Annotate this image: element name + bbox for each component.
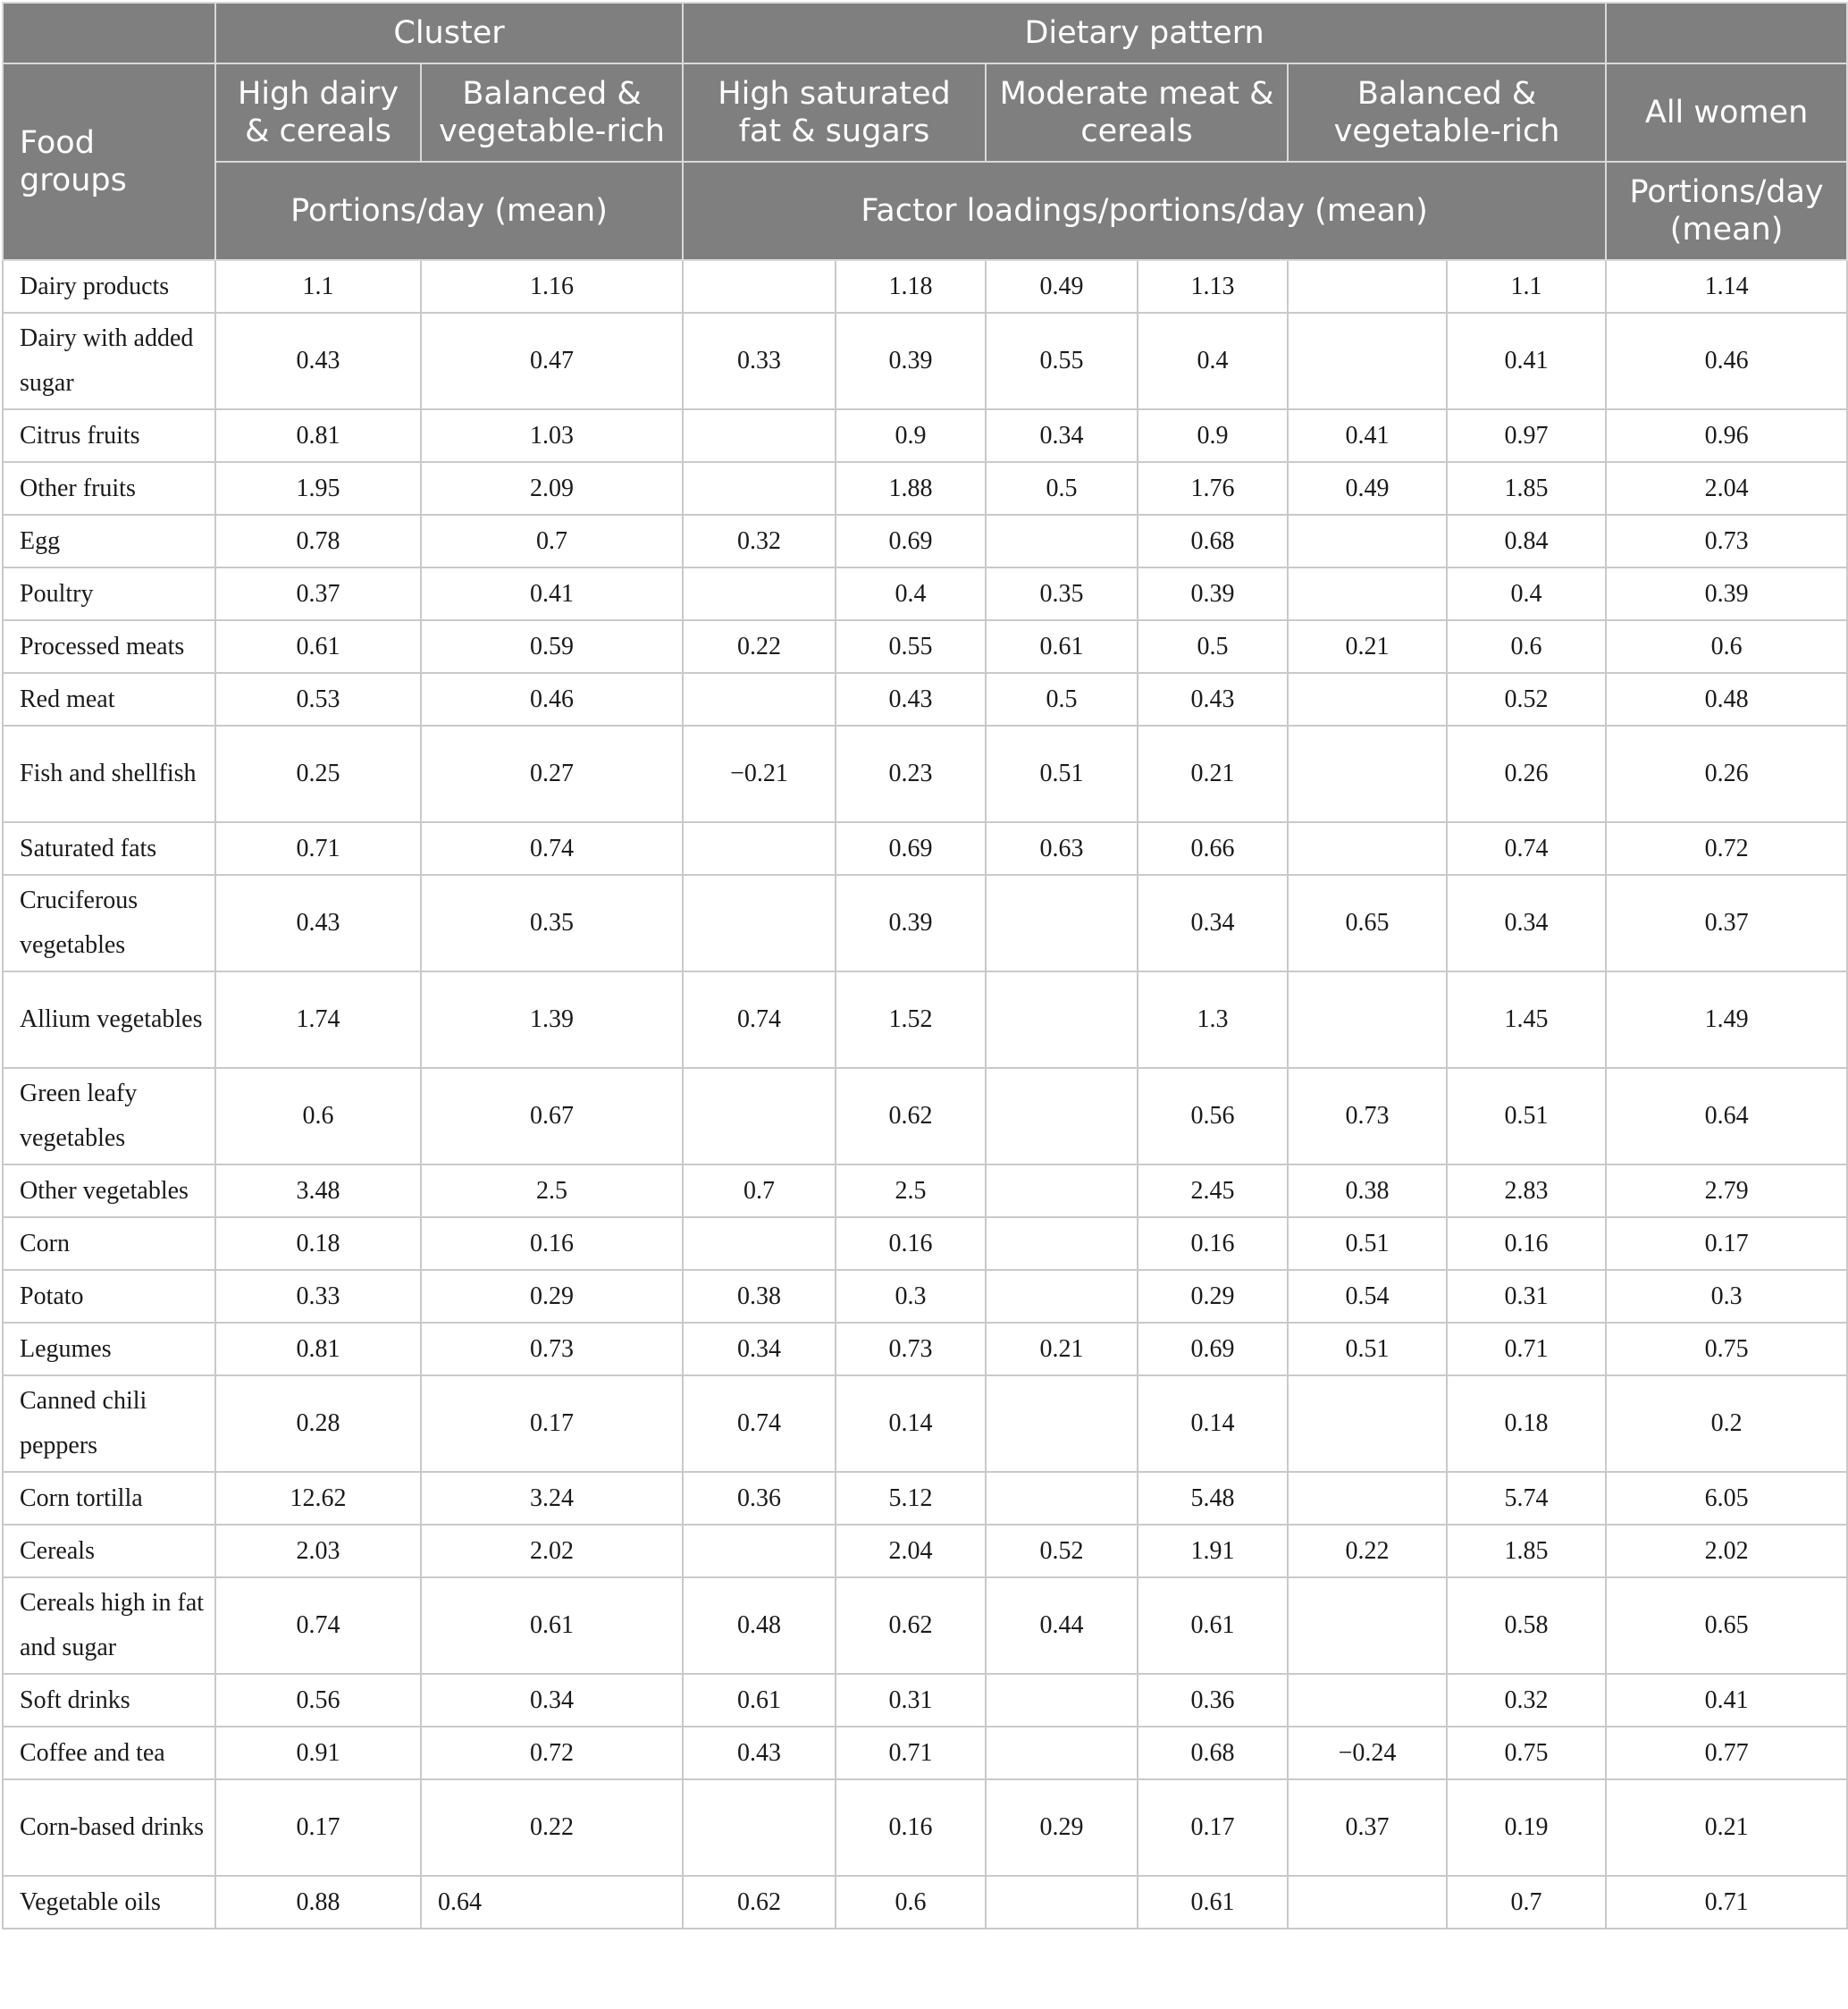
value-cell-high-dairy: 0.53 — [215, 673, 421, 726]
value-cell-balanced-cluster: 0.59 — [421, 620, 683, 673]
value-cell-balanced-cluster: 0.17 — [421, 1375, 683, 1472]
value-cell-high-sat-a — [683, 567, 836, 620]
header-blank-top — [3, 3, 215, 63]
value-cell-moderate-meat-b: 0.68 — [1138, 1727, 1288, 1779]
value-cell-moderate-meat-b: 0.43 — [1138, 673, 1288, 726]
table-row — [3, 875, 1847, 971]
header-high-saturated: High saturated fat & sugars — [683, 63, 986, 162]
value-cell-balanced-pattern-b: 1.1 — [1447, 260, 1606, 313]
value-cell-balanced-cluster: 0.22 — [421, 1779, 683, 1876]
value-cell-high-dairy: 0.56 — [215, 1674, 421, 1727]
value-cell-balanced-pattern-a — [1288, 567, 1447, 620]
value-cell-moderate-meat-a — [986, 515, 1138, 567]
value-cell-balanced-pattern-b: 0.6 — [1447, 620, 1606, 673]
value-cell-balanced-cluster: 2.09 — [421, 462, 683, 515]
value-cell-high-sat-a: 0.62 — [683, 1876, 836, 1929]
value-cell-high-sat-a: 0.38 — [683, 1270, 836, 1323]
value-cell-high-dairy: 0.17 — [215, 1779, 421, 1876]
value-cell-moderate-meat-b: 0.5 — [1138, 620, 1288, 673]
table-row — [3, 1674, 1847, 1727]
table-row — [3, 620, 1847, 673]
food-group-cell: Red meat — [3, 673, 215, 726]
food-group-cell: Other vegetables — [3, 1164, 215, 1217]
value-cell-high-dairy: 3.48 — [215, 1164, 421, 1217]
value-cell-moderate-meat-b: 0.9 — [1138, 409, 1288, 462]
table-row — [3, 1068, 1847, 1164]
value-cell-moderate-meat-b: 0.56 — [1138, 1068, 1288, 1164]
value-cell-all-women: 1.49 — [1606, 971, 1847, 1068]
value-cell-balanced-pattern-a — [1288, 1876, 1447, 1929]
value-cell-balanced-pattern-b: 0.97 — [1447, 409, 1606, 462]
table-row — [3, 1525, 1847, 1577]
food-group-cell: Green leafy vegetables — [3, 1068, 215, 1164]
header-high-dairy: High dairy & cereals — [215, 63, 421, 162]
value-cell-all-women: 0.65 — [1606, 1577, 1847, 1674]
value-cell-moderate-meat-b: 0.29 — [1138, 1270, 1288, 1323]
value-cell-moderate-meat-a: 0.52 — [986, 1525, 1138, 1577]
food-group-cell: Legumes — [3, 1323, 215, 1375]
value-cell-high-sat-b: 0.43 — [836, 673, 986, 726]
value-cell-balanced-pattern-a: 0.51 — [1288, 1323, 1447, 1375]
value-cell-all-women: 0.96 — [1606, 409, 1847, 462]
value-cell-high-dairy: 0.6 — [215, 1068, 421, 1164]
value-cell-high-dairy: 0.18 — [215, 1217, 421, 1270]
value-cell-high-sat-b: 0.23 — [836, 726, 986, 822]
table-body — [3, 260, 1847, 1929]
header-cluster-units: Portions/day (mean) — [215, 162, 683, 260]
value-cell-balanced-cluster: 0.73 — [421, 1323, 683, 1375]
table-row — [3, 567, 1847, 620]
value-cell-high-sat-b: 2.04 — [836, 1525, 986, 1577]
value-cell-balanced-cluster: 0.47 — [421, 313, 683, 409]
value-cell-balanced-cluster: 1.39 — [421, 971, 683, 1068]
value-cell-high-dairy: 0.78 — [215, 515, 421, 567]
value-cell-high-dairy: 0.37 — [215, 567, 421, 620]
value-cell-all-women: 0.3 — [1606, 1270, 1847, 1323]
value-cell-high-dairy: 0.71 — [215, 822, 421, 875]
value-cell-high-sat-b: 1.52 — [836, 971, 986, 1068]
food-group-cell: Soft drinks — [3, 1674, 215, 1727]
table-row — [3, 1217, 1847, 1270]
value-cell-balanced-cluster: 0.46 — [421, 673, 683, 726]
value-cell-balanced-pattern-b: 0.18 — [1447, 1375, 1606, 1472]
food-group-cell: Allium vegetables — [3, 971, 215, 1068]
value-cell-high-sat-a — [683, 1525, 836, 1577]
value-cell-high-sat-b: 0.16 — [836, 1779, 986, 1876]
value-cell-high-sat-a — [683, 673, 836, 726]
table-row — [3, 1472, 1847, 1525]
value-cell-balanced-pattern-a: 0.22 — [1288, 1525, 1447, 1577]
value-cell-balanced-pattern-b: 0.84 — [1447, 515, 1606, 567]
value-cell-high-dairy: 1.74 — [215, 971, 421, 1068]
table-row — [3, 971, 1847, 1068]
value-cell-all-women: 0.41 — [1606, 1674, 1847, 1727]
value-cell-balanced-pattern-a — [1288, 260, 1447, 313]
food-group-cell: Cereals — [3, 1525, 215, 1577]
value-cell-high-sat-b: 1.18 — [836, 260, 986, 313]
value-cell-moderate-meat-a — [986, 1375, 1138, 1472]
value-cell-moderate-meat-b: 0.34 — [1138, 875, 1288, 971]
value-cell-high-sat-a: 0.32 — [683, 515, 836, 567]
food-group-cell: Potato — [3, 1270, 215, 1323]
value-cell-moderate-meat-a: 0.61 — [986, 620, 1138, 673]
value-cell-balanced-pattern-b: 0.26 — [1447, 726, 1606, 822]
value-cell-moderate-meat-a — [986, 875, 1138, 971]
value-cell-moderate-meat-b: 2.45 — [1138, 1164, 1288, 1217]
value-cell-balanced-pattern-b: 0.52 — [1447, 673, 1606, 726]
value-cell-high-sat-a — [683, 875, 836, 971]
value-cell-balanced-pattern-b: 0.7 — [1447, 1876, 1606, 1929]
value-cell-high-sat-b: 0.55 — [836, 620, 986, 673]
value-cell-high-sat-a — [683, 260, 836, 313]
value-cell-balanced-cluster: 2.5 — [421, 1164, 683, 1217]
value-cell-balanced-pattern-b: 5.74 — [1447, 1472, 1606, 1525]
value-cell-balanced-pattern-b: 0.71 — [1447, 1323, 1606, 1375]
value-cell-balanced-pattern-b: 0.51 — [1447, 1068, 1606, 1164]
table-row — [3, 409, 1847, 462]
value-cell-high-sat-a: 0.43 — [683, 1727, 836, 1779]
value-cell-all-women: 0.39 — [1606, 567, 1847, 620]
value-cell-balanced-pattern-b: 2.83 — [1447, 1164, 1606, 1217]
value-cell-moderate-meat-b: 5.48 — [1138, 1472, 1288, 1525]
food-group-cell: Fish and shellfish — [3, 726, 215, 822]
value-cell-high-sat-b: 0.16 — [836, 1217, 986, 1270]
value-cell-all-women: 2.79 — [1606, 1164, 1847, 1217]
value-cell-all-women: 6.05 — [1606, 1472, 1847, 1525]
value-cell-balanced-pattern-a: −0.24 — [1288, 1727, 1447, 1779]
food-group-cell: Canned chili peppers — [3, 1375, 215, 1472]
table-row — [3, 260, 1847, 313]
value-cell-moderate-meat-b: 0.61 — [1138, 1577, 1288, 1674]
value-cell-high-sat-a: 0.48 — [683, 1577, 836, 1674]
value-cell-balanced-pattern-a — [1288, 971, 1447, 1068]
table-row — [3, 1270, 1847, 1323]
value-cell-moderate-meat-a — [986, 1876, 1138, 1929]
value-cell-balanced-cluster: 0.41 — [421, 567, 683, 620]
food-group-cell: Vegetable oils — [3, 1876, 215, 1929]
value-cell-moderate-meat-b: 1.91 — [1138, 1525, 1288, 1577]
food-group-cell: Corn — [3, 1217, 215, 1270]
value-cell-high-dairy: 0.33 — [215, 1270, 421, 1323]
value-cell-moderate-meat-a: 0.49 — [986, 260, 1138, 313]
table-header — [3, 3, 1847, 260]
value-cell-high-sat-b: 5.12 — [836, 1472, 986, 1525]
table-row — [3, 673, 1847, 726]
value-cell-moderate-meat-a: 0.35 — [986, 567, 1138, 620]
food-group-cell: Corn tortilla — [3, 1472, 215, 1525]
value-cell-high-sat-b: 0.3 — [836, 1270, 986, 1323]
value-cell-moderate-meat-b: 0.17 — [1138, 1779, 1288, 1876]
value-cell-high-sat-b: 0.71 — [836, 1727, 986, 1779]
value-cell-moderate-meat-b: 0.39 — [1138, 567, 1288, 620]
value-cell-balanced-pattern-a: 0.49 — [1288, 462, 1447, 515]
value-cell-high-sat-b: 0.62 — [836, 1068, 986, 1164]
value-cell-all-women: 0.21 — [1606, 1779, 1847, 1876]
value-cell-high-sat-b: 0.39 — [836, 313, 986, 409]
value-cell-balanced-pattern-a — [1288, 673, 1447, 726]
value-cell-high-sat-a: 0.61 — [683, 1674, 836, 1727]
value-cell-high-dairy: 0.74 — [215, 1577, 421, 1674]
value-cell-balanced-cluster: 0.7 — [421, 515, 683, 567]
value-cell-balanced-pattern-a — [1288, 1472, 1447, 1525]
value-cell-balanced-pattern-b: 0.32 — [1447, 1674, 1606, 1727]
value-cell-balanced-pattern-a — [1288, 726, 1447, 822]
value-cell-balanced-cluster: 0.64 — [421, 1876, 683, 1929]
value-cell-high-dairy: 0.91 — [215, 1727, 421, 1779]
value-cell-balanced-pattern-a — [1288, 1375, 1447, 1472]
value-cell-moderate-meat-a: 0.55 — [986, 313, 1138, 409]
value-cell-high-sat-a: 0.74 — [683, 971, 836, 1068]
value-cell-moderate-meat-a — [986, 1674, 1138, 1727]
value-cell-moderate-meat-b: 0.16 — [1138, 1217, 1288, 1270]
value-cell-high-dairy: 0.61 — [215, 620, 421, 673]
header-all-units: Portions/day (mean) — [1606, 162, 1847, 260]
value-cell-balanced-pattern-b: 0.34 — [1447, 875, 1606, 971]
value-cell-high-sat-b: 0.73 — [836, 1323, 986, 1375]
value-cell-balanced-pattern-b: 0.75 — [1447, 1727, 1606, 1779]
header-balanced-cluster: Balanced & vegetable-rich — [421, 63, 683, 162]
food-group-cell: Cruciferous vegetables — [3, 875, 215, 971]
value-cell-balanced-pattern-a — [1288, 1674, 1447, 1727]
table-row — [3, 462, 1847, 515]
value-cell-high-sat-a — [683, 1217, 836, 1270]
value-cell-high-sat-b: 2.5 — [836, 1164, 986, 1217]
value-cell-balanced-cluster: 2.02 — [421, 1525, 683, 1577]
value-cell-high-sat-a: 0.34 — [683, 1323, 836, 1375]
value-cell-high-dairy: 0.81 — [215, 409, 421, 462]
table-row — [3, 1323, 1847, 1375]
value-cell-balanced-pattern-b: 1.45 — [1447, 971, 1606, 1068]
value-cell-all-women: 1.14 — [1606, 260, 1847, 313]
value-cell-balanced-cluster: 0.16 — [421, 1217, 683, 1270]
value-cell-high-dairy: 1.95 — [215, 462, 421, 515]
value-cell-moderate-meat-a — [986, 1217, 1138, 1270]
value-cell-moderate-meat-a — [986, 1164, 1138, 1217]
value-cell-balanced-cluster: 0.72 — [421, 1727, 683, 1779]
value-cell-high-sat-b: 0.69 — [836, 822, 986, 875]
value-cell-balanced-pattern-a: 0.41 — [1288, 409, 1447, 462]
header-blank-right — [1606, 3, 1847, 63]
food-group-cell: Saturated fats — [3, 822, 215, 875]
value-cell-balanced-pattern-a: 0.54 — [1288, 1270, 1447, 1323]
value-cell-all-women: 0.17 — [1606, 1217, 1847, 1270]
value-cell-balanced-cluster: 0.35 — [421, 875, 683, 971]
value-cell-balanced-cluster: 3.24 — [421, 1472, 683, 1525]
value-cell-all-women: 0.37 — [1606, 875, 1847, 971]
food-group-cell: Dairy products — [3, 260, 215, 313]
value-cell-moderate-meat-a: 0.51 — [986, 726, 1138, 822]
value-cell-all-women: 0.73 — [1606, 515, 1847, 567]
value-cell-all-women: 2.02 — [1606, 1525, 1847, 1577]
value-cell-all-women: 0.77 — [1606, 1727, 1847, 1779]
value-cell-high-dairy: 0.81 — [215, 1323, 421, 1375]
table-row — [3, 515, 1847, 567]
food-group-cell: Poultry — [3, 567, 215, 620]
value-cell-balanced-pattern-a: 0.51 — [1288, 1217, 1447, 1270]
value-cell-high-sat-b: 0.6 — [836, 1876, 986, 1929]
table-row — [3, 1727, 1847, 1779]
value-cell-balanced-cluster: 1.16 — [421, 260, 683, 313]
food-group-cell: Other fruits — [3, 462, 215, 515]
value-cell-balanced-pattern-a: 0.38 — [1288, 1164, 1447, 1217]
value-cell-balanced-cluster: 0.27 — [421, 726, 683, 822]
value-cell-high-dairy: 2.03 — [215, 1525, 421, 1577]
table-row — [3, 1876, 1847, 1929]
value-cell-moderate-meat-a: 0.34 — [986, 409, 1138, 462]
value-cell-high-sat-b: 0.4 — [836, 567, 986, 620]
food-group-cell: Coffee and tea — [3, 1727, 215, 1779]
food-groups-table — [2, 2, 1848, 1929]
table-row — [3, 1375, 1847, 1472]
value-cell-balanced-pattern-a: 0.65 — [1288, 875, 1447, 971]
value-cell-moderate-meat-a: 0.29 — [986, 1779, 1138, 1876]
value-cell-high-dairy: 12.62 — [215, 1472, 421, 1525]
value-cell-moderate-meat-b: 0.68 — [1138, 515, 1288, 567]
value-cell-all-women: 0.6 — [1606, 620, 1847, 673]
table-row — [3, 822, 1847, 875]
header-cluster: Cluster — [215, 3, 683, 63]
value-cell-moderate-meat-a — [986, 1727, 1138, 1779]
food-group-cell: Corn-based drinks — [3, 1779, 215, 1876]
value-cell-moderate-meat-b: 0.4 — [1138, 313, 1288, 409]
value-cell-moderate-meat-b: 1.13 — [1138, 260, 1288, 313]
value-cell-moderate-meat-b: 0.36 — [1138, 1674, 1288, 1727]
value-cell-balanced-pattern-b: 0.74 — [1447, 822, 1606, 875]
header-balanced-pattern: Balanced & vegetable-rich — [1288, 63, 1606, 162]
value-cell-high-sat-a: 0.7 — [683, 1164, 836, 1217]
value-cell-high-sat-b: 0.31 — [836, 1674, 986, 1727]
value-cell-all-women: 0.72 — [1606, 822, 1847, 875]
value-cell-high-sat-b: 0.62 — [836, 1577, 986, 1674]
value-cell-all-women: 0.46 — [1606, 313, 1847, 409]
food-group-cell: Processed meats — [3, 620, 215, 673]
value-cell-all-women: 0.48 — [1606, 673, 1847, 726]
value-cell-balanced-pattern-a — [1288, 515, 1447, 567]
header-all-women: All women — [1606, 63, 1847, 162]
value-cell-moderate-meat-b: 0.69 — [1138, 1323, 1288, 1375]
value-cell-balanced-cluster: 0.67 — [421, 1068, 683, 1164]
value-cell-all-women: 0.64 — [1606, 1068, 1847, 1164]
value-cell-moderate-meat-a: 0.5 — [986, 462, 1138, 515]
food-group-cell: Cereals high in fat and sugar — [3, 1577, 215, 1674]
value-cell-moderate-meat-a: 0.63 — [986, 822, 1138, 875]
table-row — [3, 313, 1847, 409]
value-cell-high-dairy: 0.43 — [215, 313, 421, 409]
table-row — [3, 1779, 1847, 1876]
value-cell-moderate-meat-a — [986, 1472, 1138, 1525]
value-cell-high-sat-a: 0.36 — [683, 1472, 836, 1525]
table-row — [3, 1577, 1847, 1674]
header-pattern-units: Factor loadings/portions/day (mean) — [683, 162, 1606, 260]
value-cell-high-sat-b: 0.9 — [836, 409, 986, 462]
value-cell-moderate-meat-a: 0.44 — [986, 1577, 1138, 1674]
value-cell-high-sat-b: 0.39 — [836, 875, 986, 971]
value-cell-all-women: 2.04 — [1606, 462, 1847, 515]
value-cell-balanced-cluster: 0.74 — [421, 822, 683, 875]
value-cell-balanced-pattern-a — [1288, 313, 1447, 409]
value-cell-balanced-cluster: 1.03 — [421, 409, 683, 462]
header-moderate-meat: Moderate meat & cereals — [986, 63, 1288, 162]
value-cell-high-sat-a: 0.74 — [683, 1375, 836, 1472]
value-cell-balanced-pattern-b: 0.19 — [1447, 1779, 1606, 1876]
value-cell-balanced-pattern-a — [1288, 822, 1447, 875]
value-cell-all-women: 0.26 — [1606, 726, 1847, 822]
value-cell-high-sat-a: 0.33 — [683, 313, 836, 409]
value-cell-moderate-meat-b: 0.14 — [1138, 1375, 1288, 1472]
value-cell-balanced-pattern-b: 0.31 — [1447, 1270, 1606, 1323]
food-group-cell: Dairy with added sugar — [3, 313, 215, 409]
value-cell-balanced-pattern-a — [1288, 1577, 1447, 1674]
value-cell-balanced-pattern-a: 0.21 — [1288, 620, 1447, 673]
value-cell-all-women: 0.2 — [1606, 1375, 1847, 1472]
value-cell-moderate-meat-a: 0.5 — [986, 673, 1138, 726]
value-cell-high-sat-a — [683, 1779, 836, 1876]
value-cell-high-sat-b: 0.69 — [836, 515, 986, 567]
value-cell-balanced-pattern-b: 1.85 — [1447, 462, 1606, 515]
value-cell-balanced-cluster: 0.34 — [421, 1674, 683, 1727]
value-cell-high-sat-a — [683, 822, 836, 875]
table-row — [3, 726, 1847, 822]
value-cell-high-sat-a — [683, 409, 836, 462]
value-cell-high-dairy: 0.88 — [215, 1876, 421, 1929]
value-cell-moderate-meat-b: 1.3 — [1138, 971, 1288, 1068]
value-cell-moderate-meat-a: 0.21 — [986, 1323, 1138, 1375]
value-cell-balanced-pattern-a: 0.73 — [1288, 1068, 1447, 1164]
value-cell-high-dairy: 0.43 — [215, 875, 421, 971]
value-cell-high-dairy: 1.1 — [215, 260, 421, 313]
value-cell-all-women: 0.71 — [1606, 1876, 1847, 1929]
value-cell-moderate-meat-a — [986, 1270, 1138, 1323]
value-cell-moderate-meat-a — [986, 1068, 1138, 1164]
food-group-cell: Egg — [3, 515, 215, 567]
table-row — [3, 1164, 1847, 1217]
value-cell-balanced-cluster: 0.29 — [421, 1270, 683, 1323]
header-food-groups: Food groups — [3, 63, 215, 260]
food-group-cell: Citrus fruits — [3, 409, 215, 462]
value-cell-high-sat-a — [683, 462, 836, 515]
value-cell-high-sat-a: 0.22 — [683, 620, 836, 673]
value-cell-balanced-pattern-a: 0.37 — [1288, 1779, 1447, 1876]
value-cell-balanced-pattern-b: 0.4 — [1447, 567, 1606, 620]
value-cell-high-sat-b: 1.88 — [836, 462, 986, 515]
value-cell-moderate-meat-b: 0.21 — [1138, 726, 1288, 822]
value-cell-high-sat-b: 0.14 — [836, 1375, 986, 1472]
value-cell-moderate-meat-b: 0.61 — [1138, 1876, 1288, 1929]
value-cell-balanced-pattern-b: 1.85 — [1447, 1525, 1606, 1577]
header-dietary-pattern: Dietary pattern — [683, 3, 1606, 63]
value-cell-high-sat-a: −0.21 — [683, 726, 836, 822]
value-cell-balanced-cluster: 0.61 — [421, 1577, 683, 1674]
value-cell-moderate-meat-b: 0.66 — [1138, 822, 1288, 875]
value-cell-high-dairy: 0.25 — [215, 726, 421, 822]
value-cell-balanced-pattern-b: 0.16 — [1447, 1217, 1606, 1270]
value-cell-balanced-pattern-b: 0.58 — [1447, 1577, 1606, 1674]
value-cell-balanced-pattern-b: 0.41 — [1447, 313, 1606, 409]
value-cell-all-women: 0.75 — [1606, 1323, 1847, 1375]
value-cell-moderate-meat-a — [986, 971, 1138, 1068]
value-cell-high-sat-a — [683, 1068, 836, 1164]
value-cell-moderate-meat-b: 1.76 — [1138, 462, 1288, 515]
value-cell-high-dairy: 0.28 — [215, 1375, 421, 1472]
